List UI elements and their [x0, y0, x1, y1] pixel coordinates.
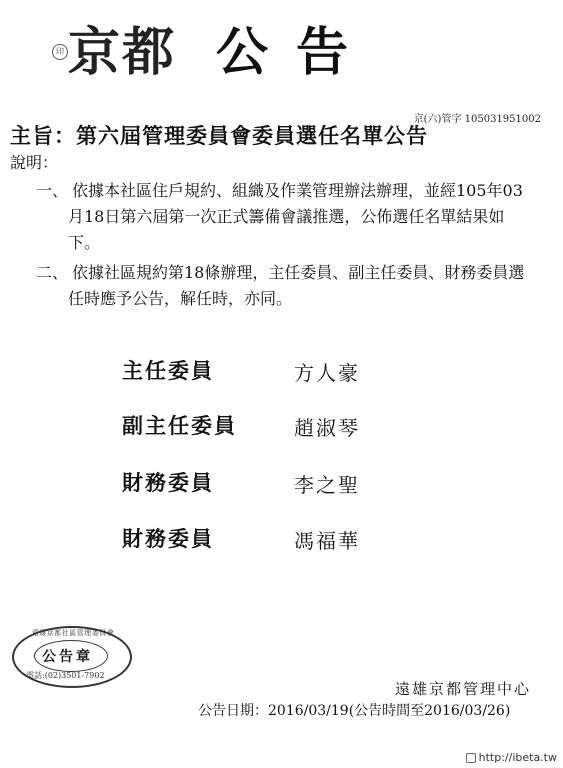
- official-stamp: [12, 626, 132, 688]
- paragraph-text: 依據本社區住戶規約、組織及作業管理辦法辦理，並經105年03月18日第六屆第一次正式籌備會議推選，公佈選任名單結果如下。: [68, 181, 523, 252]
- paragraph-text: 依據社區規約第18條辦理，主任委員、副主任委員、財務委員選任時應予公告，解任時，亦同。: [68, 263, 525, 308]
- paragraph-number: 一、: [36, 181, 69, 200]
- role-title: 主任委員: [122, 359, 214, 383]
- logo-seal-icon: 印: [52, 44, 68, 60]
- document-headline: 公告: [216, 23, 377, 83]
- announcement-date: 公告日期：2016/03/19(公告時間至2016/03/26): [198, 703, 511, 719]
- link-icon: [466, 753, 476, 763]
- subject-label: 主旨：: [10, 123, 76, 148]
- logo: [48, 8, 188, 83]
- paragraph-2: [36, 260, 536, 312]
- stamp-phone: 電話:(02)3501-7902: [26, 671, 105, 680]
- document-number: 京(六)管字 105031951002: [413, 114, 541, 125]
- issuing-organization: 遠雄京都管理中心: [394, 680, 531, 698]
- member-name: 趙淑琴: [294, 416, 360, 440]
- watermark[interactable]: [466, 751, 557, 764]
- subject-text: 第六屆管理委員會委員選任名單公告: [76, 123, 428, 148]
- member-name: 李之聖: [294, 473, 360, 497]
- committee-row: [122, 523, 482, 563]
- committee-row: [122, 467, 482, 507]
- stamp-org: 遠雄京都社區管理委員會: [31, 629, 115, 637]
- paragraph-number: 二、: [36, 263, 69, 282]
- watermark-url[interactable]: http://ibeta.tw: [478, 751, 557, 764]
- stamp-label: 公告章: [42, 649, 93, 665]
- explanation-label: 說明：: [10, 153, 59, 172]
- role-title: 副主任委員: [122, 414, 237, 438]
- committee-row: [122, 410, 482, 450]
- paragraph-1: [36, 178, 536, 256]
- role-title: 財務委員: [122, 471, 214, 495]
- member-name: 馮福華: [294, 529, 360, 553]
- subject-line: [10, 120, 428, 150]
- member-name: 方人豪: [294, 361, 360, 385]
- logo-text: 京都: [68, 22, 177, 83]
- role-title: 財務委員: [122, 527, 214, 551]
- committee-row: [122, 355, 482, 395]
